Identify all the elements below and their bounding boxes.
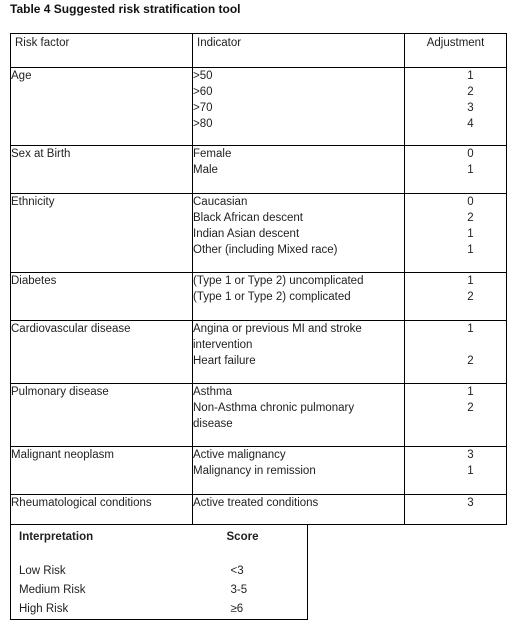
indicator-text: (Type 1 or Type 2) uncomplicated [193, 275, 364, 287]
indicator-cell [193, 273, 405, 321]
risk-factor-cell [11, 384, 193, 447]
score-header: Score [226, 531, 259, 543]
adjustment-value: 1 [467, 323, 474, 335]
indicator-text: Black African descent [193, 212, 303, 224]
indicator-text: Non-Asthma chronic pulmonary [193, 402, 355, 414]
risk-factor-cell [11, 321, 193, 384]
score-value: 3-5 [230, 583, 248, 596]
indicator-text: >60 [193, 86, 213, 98]
adjustment-value: 0 [467, 148, 474, 160]
interpretation-header-row [11, 525, 308, 561]
indicator-cell [193, 194, 405, 273]
adjustment-cell [405, 321, 507, 384]
table-header-row [11, 34, 507, 68]
indicator-text: Active malignancy [193, 449, 286, 461]
risk-factor-label: Diabetes [11, 275, 57, 287]
adjustment-value: 0 [467, 196, 474, 208]
risk-stratification-table [10, 33, 507, 525]
table-row [11, 146, 507, 194]
adjustment-value: 2 [467, 212, 474, 224]
indicator-text: Male [193, 164, 218, 176]
risk-level-label: Low Risk [19, 564, 66, 577]
indicator-cell [193, 68, 405, 146]
adjustment-cell [405, 495, 507, 525]
adjustment-value: 1 [467, 70, 474, 82]
indicator-text: >80 [193, 118, 213, 130]
adjustment-value: 4 [467, 118, 474, 130]
header-risk-factor: Risk factor [11, 34, 193, 68]
adjustment-value: 1 [467, 275, 474, 287]
table-row [11, 321, 507, 384]
adjustment-value: 2 [467, 355, 474, 367]
table-caption: Table 4 Suggested risk stratification tool [10, 2, 241, 16]
risk-factor-label: Malignant neoplasm [11, 449, 114, 461]
indicator-cell [193, 321, 405, 384]
risk-factor-label: Rheumatological conditions [11, 497, 152, 509]
adjustment-value: 1 [467, 164, 474, 176]
adjustment-value: 3 [467, 497, 474, 509]
interpretation-header: Interpretation [19, 531, 94, 543]
adjustment-cell [405, 384, 507, 447]
adjustment-cell [405, 146, 507, 194]
indicator-cell [193, 384, 405, 447]
adjustment-value: 1 [467, 228, 474, 240]
adjustment-cell [405, 273, 507, 321]
indicator-text: Active treated conditions [193, 497, 319, 509]
indicator-cell [193, 495, 405, 525]
risk-factor-label: Age [11, 70, 32, 82]
adjustment-value [405, 337, 506, 353]
adjustment-value: 3 [467, 449, 474, 461]
indicator-text: Asthma [193, 386, 232, 398]
interpretation-row [11, 580, 308, 599]
score-value: ≥6 [230, 603, 244, 616]
adjustment-value [405, 416, 506, 432]
risk-factor-label: Pulmonary disease [11, 386, 109, 398]
score-value: <3 [230, 564, 244, 577]
indicator-text: intervention [193, 339, 253, 351]
adjustment-value: 1 [467, 465, 474, 477]
adjustment-cell [405, 68, 507, 146]
indicator-text: (Type 1 or Type 2) complicated [193, 291, 351, 303]
risk-factor-cell [11, 194, 193, 273]
indicator-cell [193, 447, 405, 495]
indicator-text: Female [193, 148, 232, 160]
interpretation-row [11, 561, 308, 580]
table-row [11, 495, 507, 525]
indicator-text: Angina or previous MI and stroke [193, 323, 362, 335]
indicator-text: Malignancy in remission [193, 465, 316, 477]
risk-level-label: Medium Risk [19, 583, 86, 596]
adjustment-value: 2 [467, 291, 474, 303]
risk-factor-label: Ethnicity [11, 196, 55, 208]
risk-factor-cell [11, 495, 193, 525]
indicator-text: >50 [193, 70, 213, 82]
adjustment-cell [405, 447, 507, 495]
adjustment-value: 2 [467, 402, 474, 414]
table-row [11, 194, 507, 273]
header-indicator: Indicator [193, 34, 405, 68]
table-row [11, 273, 507, 321]
indicator-text: >70 [193, 102, 213, 114]
table-row [11, 447, 507, 495]
indicator-text: disease [193, 418, 233, 430]
indicator-text: Heart failure [193, 355, 256, 367]
table-row [11, 68, 507, 146]
risk-level-label: High Risk [19, 603, 69, 616]
adjustment-value: 1 [467, 386, 474, 398]
adjustment-value: 2 [467, 86, 474, 98]
indicator-text: Indian Asian descent [193, 228, 300, 240]
risk-factor-label: Cardiovascular disease [11, 323, 131, 335]
adjustment-value: 1 [467, 244, 474, 256]
adjustment-value: 3 [467, 102, 474, 114]
risk-factor-cell [11, 146, 193, 194]
table-row [11, 384, 507, 447]
header-adjustment: Adjustment [405, 34, 507, 68]
risk-factor-cell [11, 68, 193, 146]
risk-factor-label: Sex at Birth [11, 148, 71, 160]
adjustment-cell [405, 194, 507, 273]
interpretation-table [10, 525, 308, 620]
interpretation-row [11, 600, 308, 620]
indicator-cell [193, 146, 405, 194]
risk-factor-cell [11, 273, 193, 321]
risk-factor-cell [11, 447, 193, 495]
indicator-text: Other (including Mixed race) [193, 244, 338, 256]
indicator-text: Caucasian [193, 196, 248, 208]
